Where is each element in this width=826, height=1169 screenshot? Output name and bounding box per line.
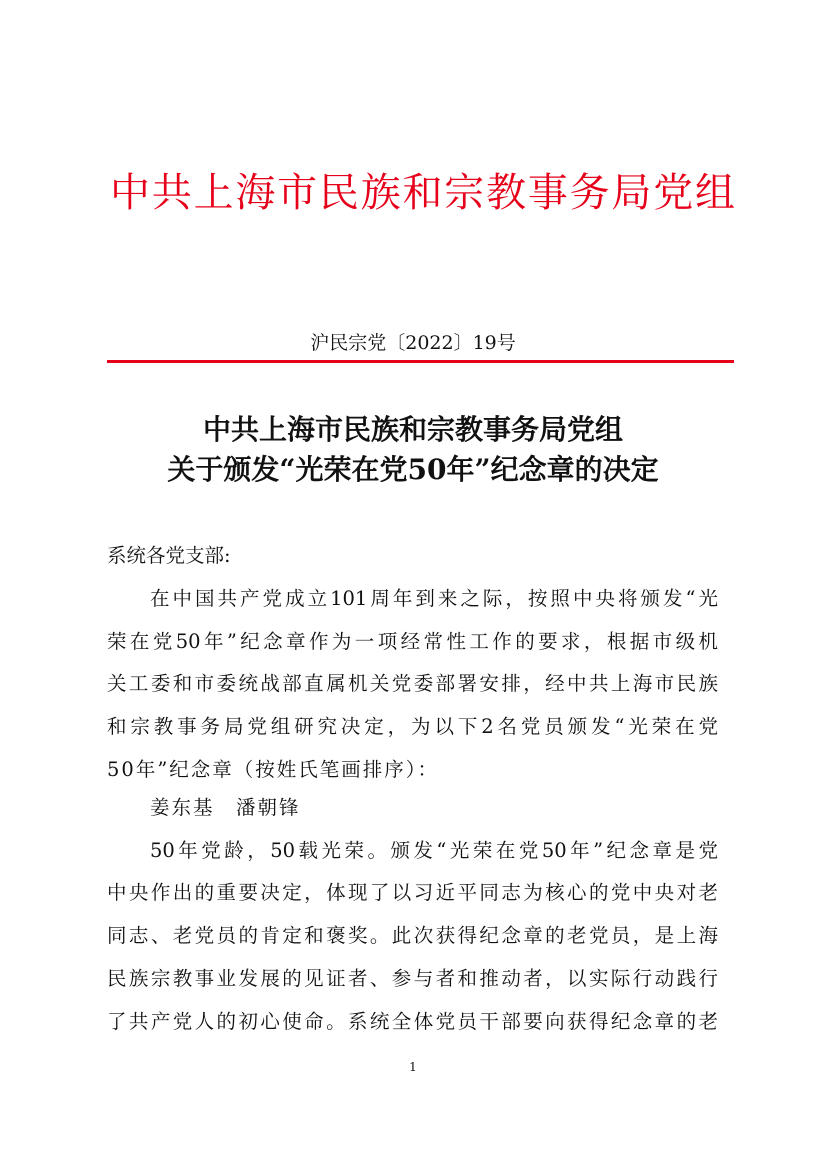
body-line: 50年党龄，50载光荣。颁发“光荣在党50年”纪念章是党	[150, 839, 718, 862]
recipients-list: 姜东基 潘朝锋	[150, 796, 301, 819]
body-line: 关工委和市委统战部直属机关党委部署安排，经中共上海市民族	[107, 672, 718, 695]
document-number: 沪民宗党〔2022〕19号	[310, 332, 516, 354]
red-divider	[107, 360, 734, 363]
title-line-1: 中共上海市民族和宗教事务局党组	[202, 413, 623, 446]
page-number: 1	[409, 1060, 417, 1074]
body-line: 了共产党人的初心使命。系统全体党员干部要向获得纪念章的老	[107, 1010, 718, 1033]
body-line: 中央作出的重要决定，体现了以习近平同志为核心的党中央对老	[107, 881, 718, 904]
salutation: 系统各党支部:	[107, 544, 231, 567]
title-line-2: 关于颁发“光荣在党50年”纪念章的决定	[167, 453, 659, 486]
body-line: 同志、老党员的肯定和褒奖。此次获得纪念章的老党员，是上海	[107, 924, 718, 947]
body-line: 荣在党50年”纪念章作为一项经常性工作的要求，根据市级机	[107, 630, 718, 653]
body-line: 在中国共产党成立101周年到来之际，按照中央将颁发“光	[150, 587, 718, 610]
body-line: 和宗教事务局党组研究决定，为以下2名党员颁发“光荣在党	[107, 715, 718, 738]
body-line: 民族宗教事业发展的见证者、参与者和推动者，以实际行动践行	[107, 967, 718, 990]
body-line: 50年”纪念章（按姓氏笔画排序）：	[107, 758, 440, 781]
issuing-organization-header: 中共上海市民族和宗教事务局党组	[110, 170, 735, 216]
